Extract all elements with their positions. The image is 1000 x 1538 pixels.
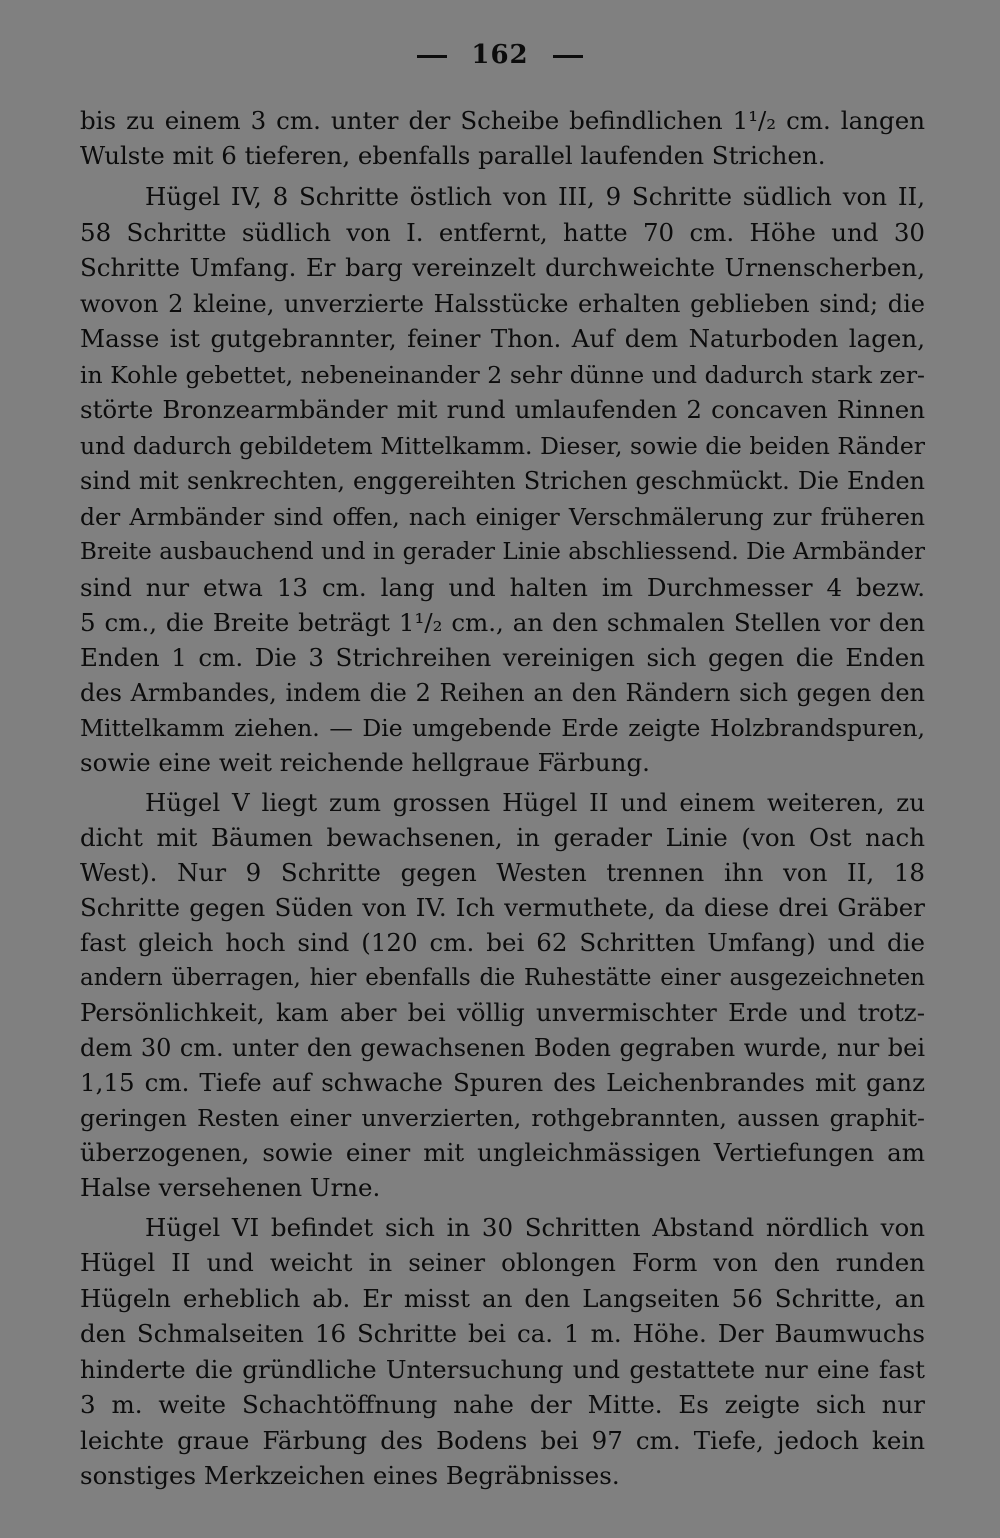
text-line: bis zu einem 3 cm. unter der Scheibe befindlichen 1¹/₂ cm. langen	[80, 106, 925, 135]
text-line: Wulste mit 6 tieferen, ebenfalls parallel laufenden Strichen.	[80, 141, 826, 170]
text-line: Mittelkamm ziehen. — Die umgebende Erde zeigte Holzbrandspuren,	[80, 714, 925, 742]
text-line: 1,15 cm. Tiefe auf schwache Spuren des Leichenbrandes mit ganz	[80, 1068, 925, 1097]
text-line: 3 m. weite Schachtöffnung nahe der Mitte. Es zeigte sich nur	[80, 1390, 925, 1419]
text-line: fast gleich hoch sind (120 cm. bei 62 Schritten Umfang) und die	[80, 928, 925, 957]
text-line: leichte graue Färbung des Bodens bei 97 cm. Tiefe, jedoch kein	[80, 1426, 925, 1455]
text-line: und dadurch gebildetem Mittelkamm. Dieser, sowie die beiden Ränder	[80, 432, 925, 460]
dash-left	[417, 55, 447, 58]
text-line: 5 cm., die Breite beträgt 1¹/₂ cm., an den schmalen Stellen vor den	[80, 608, 925, 637]
text-line: überzogenen, sowie einer mit ungleichmässigen Vertiefungen am	[80, 1138, 925, 1167]
page-number	[0, 40, 1000, 70]
text-line: andern überragen, hier ebenfalls die Ruhestätte einer ausgezeichneten	[80, 965, 925, 991]
text-line: West). Nur 9 Schritte gegen Westen trennen ihn von II, 18	[80, 858, 925, 887]
paragraph-start-line: Hügel IV, 8 Schritte östlich von III, 9 Schritte südlich von II,	[145, 182, 925, 211]
page-number-text: 162	[471, 40, 529, 70]
text-line: dicht mit Bäumen bewachsenen, in gerader Linie (von Ost nach	[80, 823, 925, 852]
text-line: sind nur etwa 13 cm. lang und halten im Durchmesser 4 bezw.	[80, 573, 925, 602]
text-line: Masse ist gutgebrannter, feiner Thon. Auf dem Naturboden lagen,	[80, 324, 925, 353]
text-line: Schritte gegen Süden von IV. Ich vermuthete, da diese drei Gräber	[80, 893, 925, 922]
text-line: der Armbänder sind offen, nach einiger Verschmälerung zur früheren	[80, 503, 925, 531]
text-line: sonstiges Merkzeichen eines Begräbnisses.	[80, 1461, 620, 1490]
text-line: Halse versehenen Urne.	[80, 1173, 381, 1202]
paragraph-start-line: Hügel V liegt zum grossen Hügel II und einem weiteren, zu	[145, 788, 925, 817]
text-line: Breite ausbauchend und in gerader Linie abschliessend. Die Armbänder	[80, 539, 925, 565]
text-line: störte Bronzearmbänder mit rund umlaufenden 2 concaven Rinnen	[80, 395, 925, 424]
text-line: sowie eine weit reichende hellgraue Färbung.	[80, 748, 650, 777]
dash-right	[553, 55, 583, 58]
text-line: in Kohle gebettet, nebeneinander 2 sehr dünne und dadurch stark zer-	[80, 361, 925, 389]
text-line: wovon 2 kleine, unverzierte Halsstücke erhalten geblieben sind; die	[80, 290, 925, 318]
text-line: Enden 1 cm. Die 3 Strichreihen vereinigen sich gegen die Enden	[80, 643, 925, 672]
text-line: Persönlichkeit, kam aber bei völlig unvermischter Erde und trotz-	[80, 998, 925, 1027]
text-line: des Armbandes, indem die 2 Reihen an den Rändern sich gegen den	[80, 679, 925, 707]
paragraph-start-line: Hügel VI befindet sich in 30 Schritten Abstand nördlich von	[145, 1213, 925, 1242]
text-line: sind mit senkrechten, enggereihten Strichen geschmückt. Die Enden	[80, 467, 925, 495]
text-line: 58 Schritte südlich von I. entfernt, hatte 70 cm. Höhe und 30	[80, 218, 925, 247]
text-line: Hügeln erheblich ab. Er misst an den Langseiten 56 Schritte, an	[80, 1284, 925, 1313]
text-line: Schritte Umfang. Er barg vereinzelt durchweichte Urnenscherben,	[80, 253, 925, 282]
text-line: dem 30 cm. unter den gewachsenen Boden gegraben wurde, nur bei	[80, 1034, 925, 1062]
text-line: Hügel II und weicht in seiner oblongen Form von den runden	[80, 1248, 925, 1277]
text-line: den Schmalseiten 16 Schritte bei ca. 1 m. Höhe. Der Baumwuchs	[80, 1319, 925, 1348]
text-line: hinderte die gründliche Untersuchung und gestattete nur eine fast	[80, 1355, 925, 1384]
text-line: geringen Resten einer unverzierten, rothgebrannten, aussen graphit-	[80, 1104, 925, 1132]
